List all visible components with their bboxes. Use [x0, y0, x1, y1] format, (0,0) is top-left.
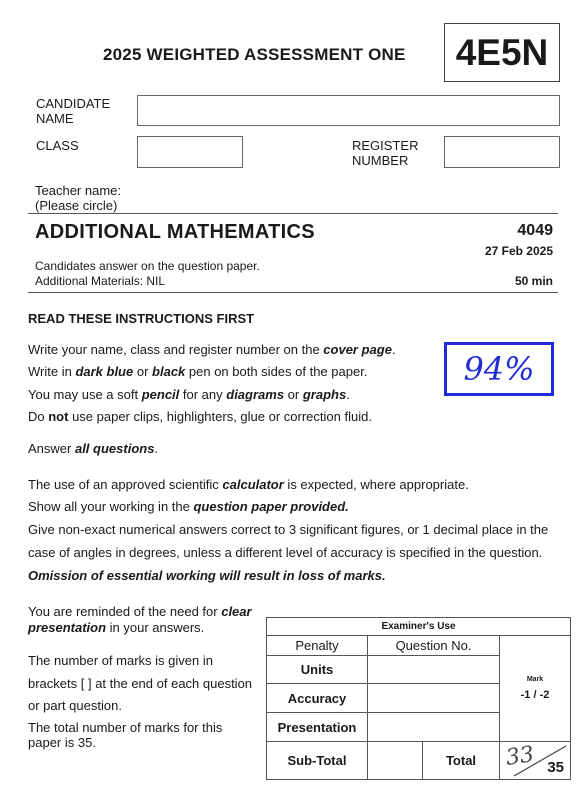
question-no-header: Question No. — [368, 636, 500, 656]
candidate-name-field[interactable] — [137, 95, 560, 126]
total-label: Total — [423, 742, 500, 780]
register-number-field[interactable] — [444, 136, 560, 168]
assessment-title: 2025 WEIGHTED ASSESSMENT ONE — [103, 45, 406, 64]
subject-title: ADDITIONAL MATHEMATICS — [35, 221, 315, 243]
instruction-3: You may use a soft pencil for any diagrams or graphs. — [28, 387, 350, 402]
marks-note-1: The number of marks is given in — [28, 653, 213, 668]
total-cell — [500, 742, 571, 780]
marks-note-2: brackets [ ] at the end of each question — [28, 676, 253, 691]
paper-code: 4049 — [517, 222, 553, 239]
subtotal-label: Sub-Total — [267, 742, 368, 780]
units-label: Units — [267, 656, 368, 684]
accuracy-cell — [368, 684, 500, 713]
teacher-hint: (Please circle) — [35, 198, 118, 213]
penalty-header: Penalty — [267, 636, 368, 656]
instruction-6: The use of an approved scientific calculator is expected, where appropriate. — [28, 477, 469, 492]
examiner-title: Examiner's Use — [267, 618, 571, 636]
paper-date: 27 Feb 2025 — [484, 244, 553, 258]
presentation-label: Presentation — [267, 713, 368, 742]
instruction-7: Show all your working in the question paper provided. — [28, 499, 349, 514]
class-code: 4E5N — [444, 23, 560, 82]
divider — [28, 213, 558, 214]
candidate-name-label: CANDIDATE NAME — [36, 96, 111, 126]
total-note-1: The total number of marks for this — [28, 720, 223, 735]
presentation-cell — [368, 713, 500, 742]
mark-cell: Mark -1 / -2 — [500, 636, 571, 742]
duration: 50 min — [514, 274, 553, 288]
paper-note-1: Candidates answer on the question paper. — [35, 259, 260, 273]
score-stamp: 94% — [444, 342, 554, 396]
units-cell — [368, 656, 500, 684]
total-note-2: paper is 35. — [28, 735, 96, 750]
examiner-table — [266, 617, 571, 780]
instruction-10: Omission of essential working will result in loss of marks. — [28, 568, 386, 583]
divider — [28, 292, 558, 293]
accuracy-label: Accuracy — [267, 684, 368, 713]
paper-note-2: Additional Materials: NIL — [35, 274, 166, 288]
handwritten-score: 33 — [504, 742, 536, 771]
total-max: 35 — [547, 759, 564, 776]
reminder-line-1: You are reminded of the need for clear — [28, 604, 252, 619]
instruction-2: Write in dark blue or black pen on both sides of the paper. — [28, 364, 368, 379]
teacher-name-label: Teacher name: — [35, 183, 121, 198]
class-label: CLASS — [36, 138, 79, 153]
register-number-label: REGISTER NUMBER — [352, 138, 419, 168]
instruction-5: Answer all questions. — [28, 441, 159, 456]
subtotal-cell — [368, 742, 423, 780]
class-field[interactable] — [137, 136, 243, 168]
instruction-8: Give non-exact numerical answers correct to 3 significant figures, or 1 decimal place in the — [28, 522, 549, 537]
marks-note-3: or part question. — [28, 698, 122, 713]
instruction-4: Do not use paper clips, highlighters, glue or correction fluid. — [28, 409, 372, 424]
instruction-1: Write your name, class and register number on the cover page. — [28, 342, 396, 357]
instructions-heading: READ THESE INSTRUCTIONS FIRST — [28, 311, 255, 326]
reminder-line-2: presentation in your answers. — [28, 620, 205, 635]
instruction-9: case of angles in degrees, unless a different level of accuracy is specified in the question. — [28, 545, 543, 560]
